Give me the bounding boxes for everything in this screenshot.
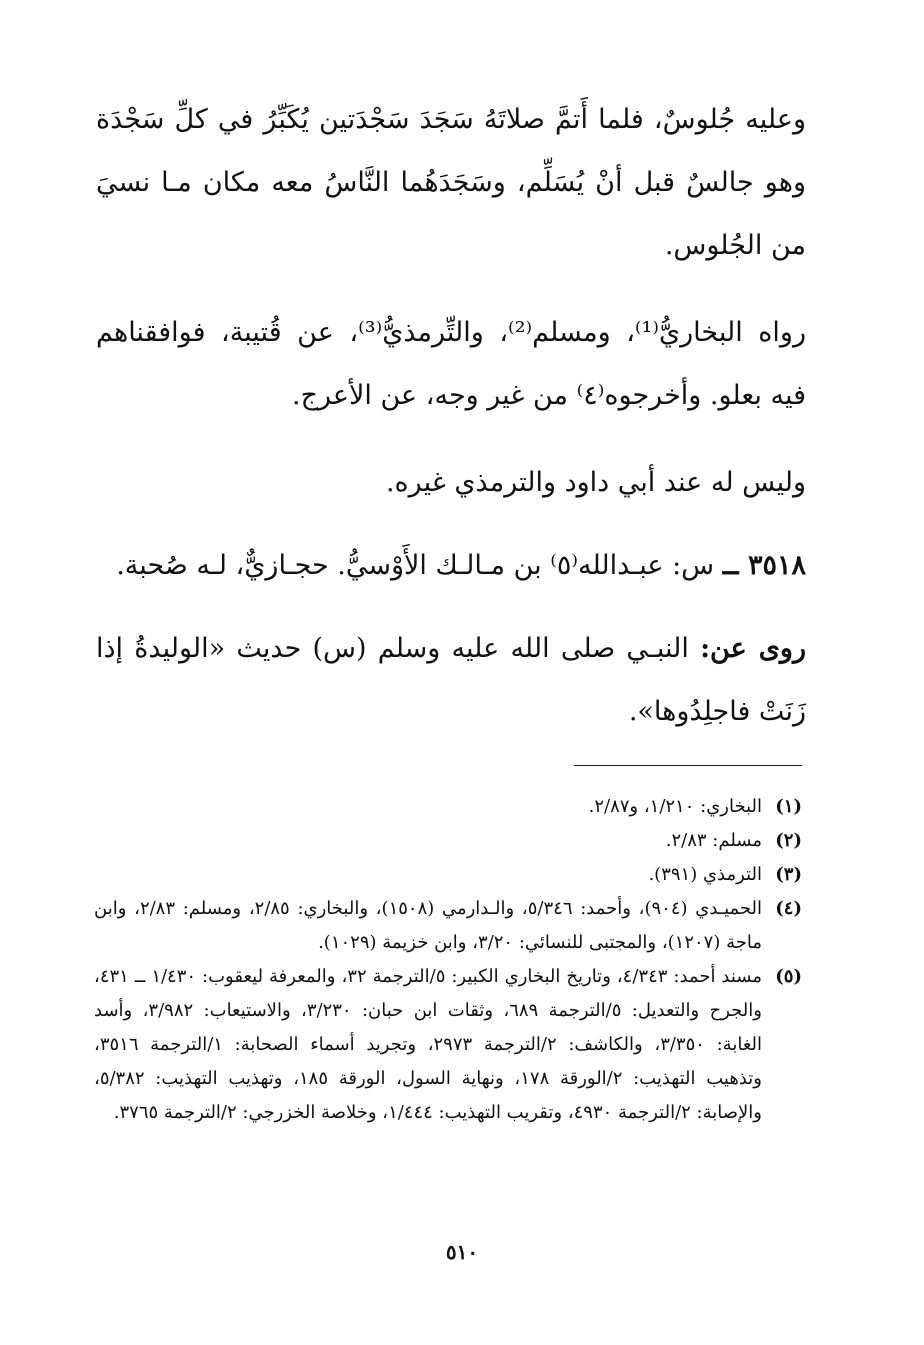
paragraph-hadith-text: وعليه جُلوسٌ، فلما أَتمَّ صلاتَهُ سَجَدَ سَجْدَتين يُكَبِّرُ في كلِّ سَجْدَة وهو جالسٌ قبل أنْ يُسَلِّم، وسَجَدَهُما النَّاسُ معه مكان مـا نسيَ من الجُلوس. <box>96 104 806 261</box>
footnote-item <box>94 960 802 1130</box>
footnote-number: (٥) <box>775 966 802 987</box>
footnote-text: البخاري: ١/٢١٠، و٢/٨٧. <box>588 796 762 817</box>
footnote-item <box>94 858 802 892</box>
footnote-separator <box>574 765 802 766</box>
narrated-from-text: النبـي صلى الله عليه وسلم (س) حديث «الوليدةُ إذا زَنَتْ فاجلِدُوها». <box>96 633 806 727</box>
footnote-text: الترمذي (٣٩١). <box>648 864 762 885</box>
paragraph-narration-sources: رواه البخاريُّ⁽¹⁾، ومسلم⁽²⁾، والتِّرمذيُّ⁽³⁾، عن قُتيبة، فوافقناهم فيه بعلو. وأخرجوه⁽٤⁾ من غير وجه، عن الأعرج. <box>96 317 806 411</box>
footnote-number: (٢) <box>775 830 802 851</box>
paragraph-narrated-from <box>96 617 806 743</box>
footnote-text: الحميـدي (٩٠٤)، وأحمد: ٥/٣٤٦، والـدارمي (١٥٠٨)، والبخاري: ٢/٨٥، ومسلم: ٢/٨٣، وابن ماجة (١٢٠٧)، والمجتبى للنسائي: ٣/٢٠، وابن خزيمة (١٠٢٩). <box>94 898 763 953</box>
footnote-item <box>94 824 802 858</box>
page-number: ٥١٠ <box>445 1240 479 1264</box>
narrated-from-label: روى عن: <box>700 633 806 664</box>
footnote-number: (٣) <box>775 864 802 885</box>
footnote-item <box>94 790 802 824</box>
entry-number: ٣٥١٨ ــ <box>722 550 806 581</box>
footnotes <box>94 790 802 1130</box>
footnote-number: (١) <box>775 796 802 817</box>
main-text <box>96 88 806 743</box>
footnote-text: مسند أحمد: ٤/٣٤٣، وتاريخ البخاري الكبير: ٥/الترجمة ٣٢، والمعرفة ليعقوب: ١/٤٣٠ ــ ٤٣١، والجرح والتعديل: ٥/الترجمة ٦٨٩، وثقات ابن حبان: ٣/٢٣٠، والاستيعاب: ٣/٩٨٢، وأسد الغابة: ٣/٣٥٠، والكاشف: ٢/الترجمة ٢٩٧٣، وتجريد أسماء الصحابة: ١/الترجمة ٣٥١٦، وتذهيب التهذيب: ٢/الورقة ١٧٨، ونهاية السول، الورقة ١٨٥، وتهذيب التهذيب: ٥/٣٨٢، والإصابة: ٢/الترجمة ٤٩٣٠، وتقريب التهذيب: ١/٤٤٤، وخلاصة الخزرجي: ٢/الترجمة ٣٧٦٥. <box>94 966 762 1123</box>
paragraph-note: وليس له عند أبي داود والترمذي غيره. <box>385 467 806 498</box>
footnote-text: مسلم: ٢/٨٣. <box>665 830 762 851</box>
paragraph-entry-3518 <box>96 534 806 597</box>
footnote-item <box>94 892 802 960</box>
entry-name: س: عبـدالله⁽٥⁾ بن مـالـك الأَوْسيُّ. حجـازيٌّ، لـه صُحبة. <box>116 550 715 581</box>
footnote-number: (٤) <box>775 898 802 919</box>
